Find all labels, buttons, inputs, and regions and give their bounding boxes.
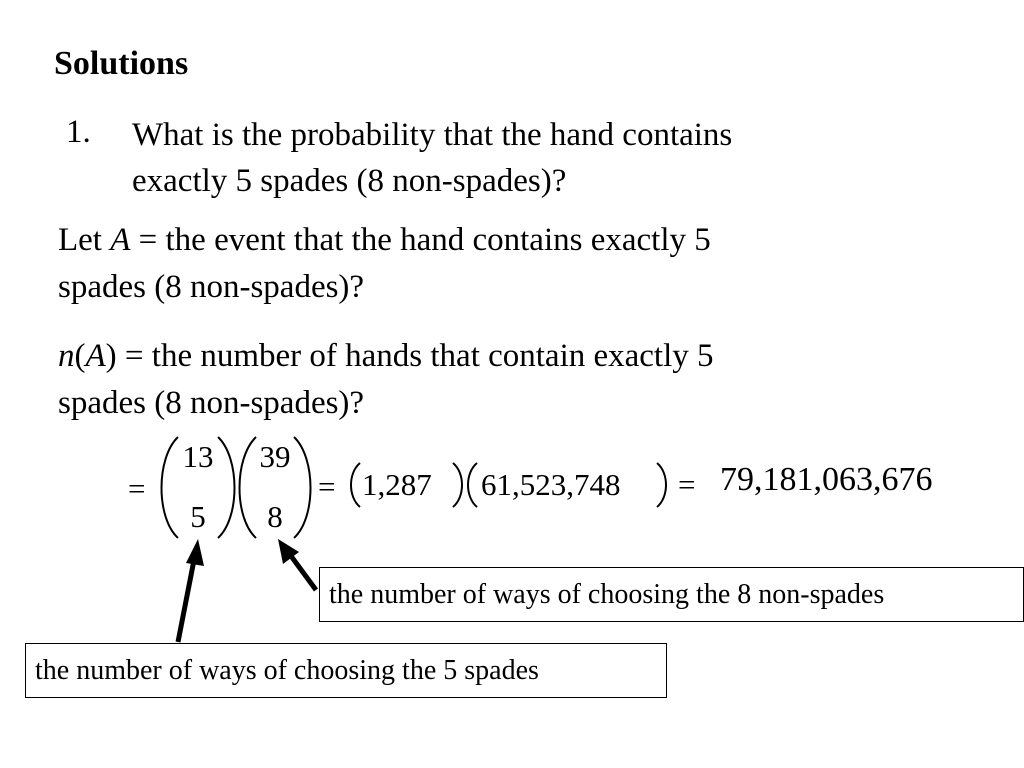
factor1-left-paren	[351, 463, 360, 507]
binom2-left-paren	[240, 437, 257, 538]
count-definition-rest: = the number of hands that contain exactly 5	[116, 338, 714, 374]
result-value: 79,181,063,676	[720, 461, 933, 498]
binom1-bottom: 5	[190, 499, 206, 534]
binom1-top: 13	[182, 439, 214, 474]
factor2-left-paren	[468, 463, 477, 507]
question-number: 1.	[66, 114, 91, 150]
equals-sign-3: =	[678, 467, 696, 502]
count-definition-line-2: spades (8 non-spades)?	[58, 385, 365, 421]
binom2-bottom: 8	[267, 499, 283, 534]
binom2-right-paren	[294, 437, 311, 538]
arrow-non-spades-shaft	[291, 556, 316, 590]
arrow-spades-shaft	[178, 560, 194, 642]
binom1-right-paren	[218, 437, 235, 538]
factor2-right-paren	[657, 463, 666, 507]
arrow-spades-head	[186, 539, 204, 566]
factor1-right-paren	[453, 463, 462, 507]
equals-sign-1: =	[128, 471, 146, 506]
n-symbol: n	[58, 338, 75, 374]
callout-spades: the number of ways of choosing the 5 spades	[25, 643, 667, 698]
event-definition-rest: = the event that the hand contains exactly 5	[130, 222, 711, 258]
question-line-2: exactly 5 spades (8 non-spades)?	[132, 163, 567, 199]
factor-2: 61,523,748	[481, 467, 621, 502]
close-paren: )	[105, 338, 117, 374]
equals-sign-2: =	[318, 469, 336, 504]
event-symbol: A	[110, 222, 131, 258]
binom2-top: 39	[259, 439, 291, 474]
binom1-left-paren	[162, 437, 179, 538]
factor-1: 1,287	[362, 467, 432, 502]
event-symbol-a: A	[85, 338, 106, 374]
let-text: Let	[58, 222, 111, 258]
callout-non-spades: the number of ways of choosing the 8 non-spades	[319, 567, 1024, 622]
page-title: Solutions	[54, 45, 189, 82]
event-definition-line-2: spades (8 non-spades)?	[58, 269, 365, 305]
open-paren: (	[74, 338, 86, 374]
question-line-1: What is the probability that the hand contains	[132, 117, 733, 153]
